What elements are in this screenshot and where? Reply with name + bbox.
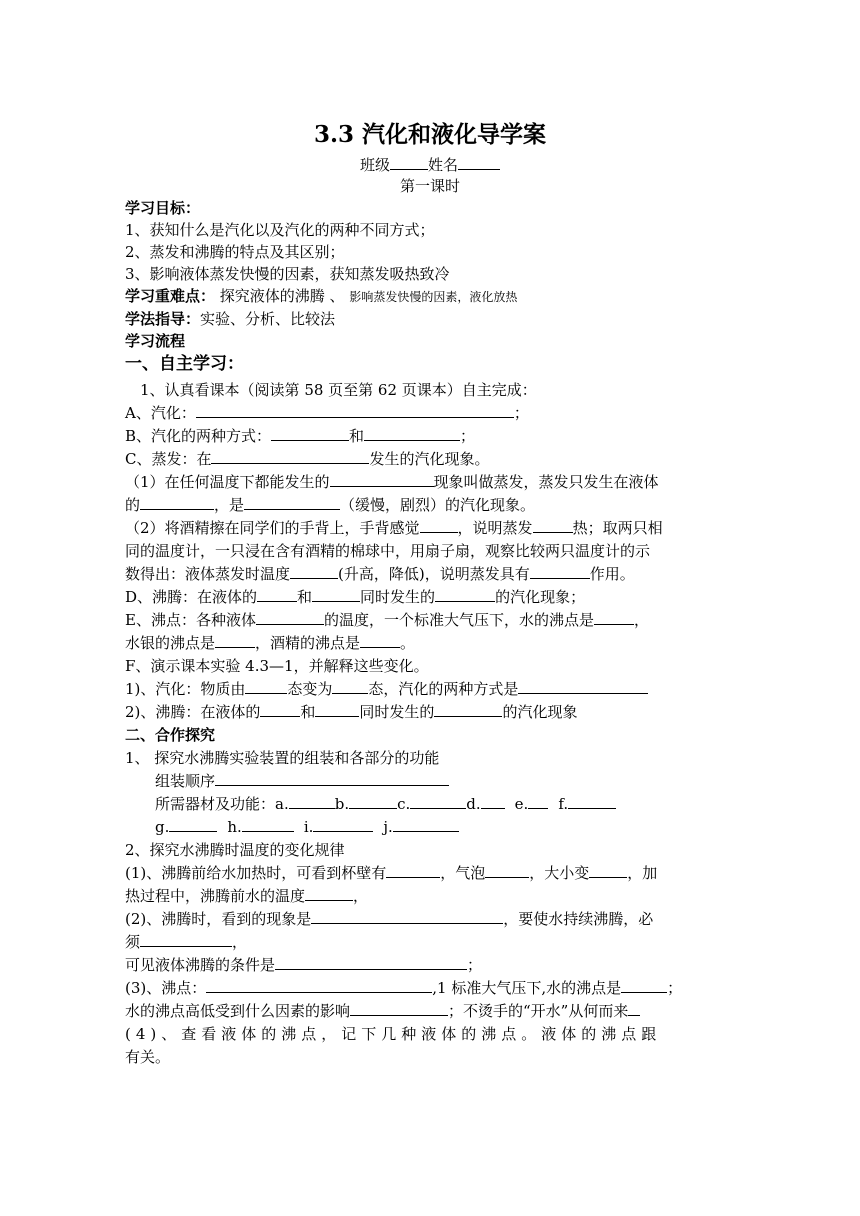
text: ，气泡 (440, 864, 486, 882)
method-line (125, 308, 737, 330)
method-text: 实验、分析、比较法 (200, 310, 336, 328)
text: 态，汽化的两种方式是 (368, 680, 519, 698)
text: 水的沸点高低受到什么因素的影响 (125, 1002, 351, 1020)
blank[interactable] (621, 977, 667, 993)
session-label: 第一课时 (399, 177, 460, 195)
blank[interactable] (305, 885, 353, 901)
blank[interactable] (215, 770, 449, 786)
text: d. (466, 795, 481, 813)
blank[interactable] (290, 563, 338, 579)
text: ；不烫手的“开水”从何而来 (448, 1002, 629, 1020)
text: 作用。 (589, 565, 635, 583)
s1-p2b-line: 同的温度计，一只浸在含有酒精的棉球中，用扇子扇，观察比较两只温度计的示 (125, 542, 651, 560)
text: 同时发生的 (359, 703, 435, 721)
text: A、汽化： (125, 404, 196, 422)
text: ,1 标准大气压下,水的沸点是 (432, 979, 622, 997)
key-heading: 学习重难点： (125, 287, 216, 305)
s2-l6 (125, 977, 737, 999)
s1-intro: 1、认真看课本（阅读第 58 页至第 62 页课本）自主完成： (140, 381, 537, 399)
blank[interactable] (257, 586, 297, 602)
blank[interactable] (271, 425, 349, 441)
text: 2)、沸腾：在液体的 (125, 703, 261, 721)
equipment-line (155, 793, 767, 815)
assembly-line (155, 770, 767, 792)
text: (2)、沸腾时，看到的现象是 (125, 910, 312, 928)
text: b. (334, 795, 350, 813)
text: （2）将酒精擦在同学们的手背上，手背感觉 (125, 519, 420, 537)
s1-b-line (125, 425, 737, 447)
s2-q1: 1、 探究水沸腾实验装置的组装和各部分的功能 (125, 749, 440, 767)
name-label: 姓名 (428, 156, 459, 174)
s2-l3 (125, 908, 737, 930)
blank[interactable] (481, 793, 505, 809)
text: 的 (125, 496, 141, 514)
text: ，是 (214, 496, 245, 514)
blank[interactable] (528, 793, 548, 809)
text: 。 (400, 634, 416, 652)
s1-p1a-line (125, 471, 737, 493)
blank[interactable] (196, 402, 514, 418)
blank[interactable] (518, 678, 648, 694)
text: c. (397, 795, 411, 813)
text: (升高，降低)，说明蒸发具有 (338, 565, 530, 583)
text: 的汽化现象 (502, 703, 578, 721)
blank[interactable] (275, 954, 467, 970)
class-label: 班级 (359, 156, 390, 174)
blank[interactable] (242, 816, 294, 832)
blank[interactable] (244, 494, 340, 510)
text: 数得出：液体蒸发时温度 (125, 565, 291, 583)
name-blank[interactable] (458, 154, 500, 170)
blank[interactable] (533, 517, 573, 533)
text: 的汽化现象； (495, 588, 586, 606)
text: ； (467, 956, 483, 974)
s2-l2 (125, 885, 737, 907)
text: ， (353, 887, 369, 905)
text: 水银的沸点是 (125, 634, 216, 652)
s2-l8: (4)、查看液体的沸点，记下几种液体的沸点。液体的沸点跟 (125, 1025, 662, 1043)
blank[interactable] (315, 701, 359, 717)
blank[interactable] (568, 793, 616, 809)
text: 热；取两只相 (572, 519, 663, 537)
s2-l9: 有关。 (125, 1048, 171, 1066)
text: D、沸腾：在液体的 (125, 588, 258, 606)
text: 现象叫做蒸发，蒸发只发生在液体 (433, 473, 659, 491)
section-2-heading: 二、合作探究 (125, 726, 216, 744)
text: （1）在任何温度下都能发生的 (125, 473, 330, 491)
blank[interactable] (313, 816, 373, 832)
method-heading: 学法指导： (125, 310, 201, 328)
section-1-heading: 一、自主学习： (125, 354, 244, 374)
blank[interactable] (360, 632, 400, 648)
equipment-line-2 (155, 816, 767, 838)
text: 所需器材及功能： (155, 795, 276, 813)
blank[interactable] (530, 563, 590, 579)
blank[interactable] (312, 586, 360, 602)
text: 须 (125, 933, 141, 951)
s1-r2-line (125, 701, 737, 723)
s1-f-line: F、演示课本实验 4.3—1，并解释这些变化。 (125, 657, 429, 675)
s1-p2c-line (125, 563, 737, 585)
s1-c-line (125, 448, 737, 470)
text: 和 (297, 588, 313, 606)
blank[interactable] (311, 908, 503, 924)
blank[interactable] (386, 862, 440, 878)
text: ，加 (627, 864, 658, 882)
blank[interactable] (410, 793, 466, 809)
blank[interactable] (349, 793, 397, 809)
goal-item: 2、蒸发和沸腾的特点及其区别； (125, 243, 345, 261)
text: 的温度，一个标准大气压下，水的沸点是 (323, 611, 594, 629)
blank[interactable] (434, 701, 502, 717)
s1-e1-line (125, 609, 737, 631)
text: g. (155, 818, 170, 836)
page-title: 3.3 汽化和液化导学案 (313, 121, 547, 148)
class-name-line (0, 154, 860, 176)
process-heading: 学习流程 (125, 332, 186, 350)
blank[interactable] (245, 678, 287, 694)
blank[interactable] (330, 471, 434, 487)
blank[interactable] (485, 862, 529, 878)
blank[interactable] (364, 425, 460, 441)
s1-d-line (125, 586, 737, 608)
blank[interactable] (350, 1000, 448, 1016)
s1-e2-line (125, 632, 737, 654)
key-text: 探究液体的沸腾 、 (215, 287, 345, 305)
text: 和 (349, 427, 365, 445)
blank[interactable] (140, 494, 214, 510)
text: （缓慢，剧烈）的汽化现象。 (340, 496, 536, 514)
text: ； (460, 427, 476, 445)
text: C、蒸发：在 (125, 450, 212, 468)
text: ，大小变 (529, 864, 590, 882)
text: j. (383, 818, 393, 836)
key-text-small: 影响蒸发快慢的因素，液化放热 (349, 290, 518, 304)
blank[interactable] (169, 816, 217, 832)
s2-l5 (125, 954, 737, 976)
text: (3)、沸点： (125, 979, 207, 997)
blank[interactable] (215, 632, 255, 648)
text: 可见液体沸腾的条件是 (125, 956, 276, 974)
blank[interactable] (420, 517, 458, 533)
text: ； (667, 979, 683, 997)
text: ， (633, 611, 649, 629)
text: 发生的汽化现象。 (369, 450, 490, 468)
blank[interactable] (289, 793, 335, 809)
class-blank[interactable] (390, 154, 428, 170)
blank[interactable] (628, 1000, 640, 1016)
text: 和 (300, 703, 316, 721)
text: ； (513, 404, 529, 422)
blank[interactable] (256, 609, 324, 625)
text: ，说明蒸发 (457, 519, 533, 537)
text: 态变为 (287, 680, 333, 698)
s1-a-line (125, 402, 737, 424)
blank[interactable] (260, 701, 300, 717)
blank[interactable] (589, 862, 627, 878)
text: ，要使水持续沸腾，必 (503, 910, 654, 928)
blank[interactable] (393, 816, 459, 832)
text: e. (514, 795, 529, 813)
text: (1)、沸腾前给水加热时，可看到杯壁有 (125, 864, 387, 882)
text: B、汽化的两种方式： (125, 427, 272, 445)
text: E、沸点：各种液体 (125, 611, 256, 629)
s2-q2: 2、探究水沸腾时温度的变化规律 (125, 841, 345, 859)
key-points-line (125, 285, 737, 308)
s1-p1b-line (125, 494, 737, 516)
blank[interactable] (206, 977, 432, 993)
goal-item: 3、影响液体蒸发快慢的因素，获知蒸发吸热致冷 (125, 265, 450, 283)
text: ，酒精的沸点是 (255, 634, 361, 652)
text: 热过程中，沸腾前水的温度 (125, 887, 306, 905)
s2-l4 (125, 931, 737, 953)
goal-item: 1、获知什么是汽化以及汽化的两种不同方式； (125, 221, 435, 239)
text: 1)、汽化：物质由 (125, 680, 246, 698)
s2-l1 (125, 862, 737, 884)
text: f. (558, 795, 569, 813)
text: a. (275, 795, 289, 813)
text: 组装顺序 (155, 772, 216, 790)
blank[interactable] (140, 931, 232, 947)
s2-l7 (125, 1000, 737, 1022)
text: i. (303, 818, 314, 836)
goals-heading: 学习目标： (125, 199, 201, 217)
text: 同时发生的 (360, 588, 436, 606)
s1-p2a-line (125, 517, 737, 539)
blank[interactable] (435, 586, 495, 602)
s1-r1-line (125, 678, 737, 700)
blank[interactable] (211, 448, 369, 464)
text: ， (232, 933, 248, 951)
blank[interactable] (332, 678, 368, 694)
blank[interactable] (594, 609, 634, 625)
text: h. (227, 818, 242, 836)
